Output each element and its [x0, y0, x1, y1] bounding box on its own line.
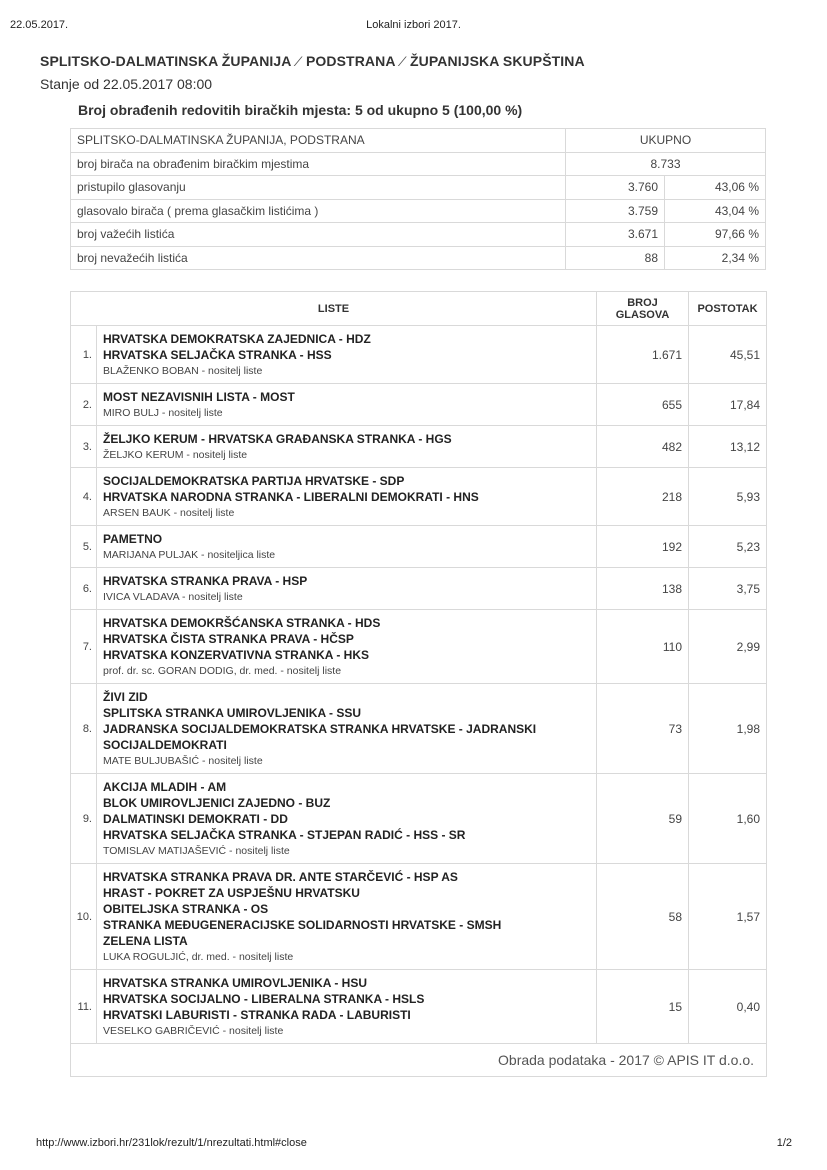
party-name: HRVATSKA SELJAČKA STRANKA - HSS: [103, 348, 332, 362]
result-row-votes: 58: [597, 864, 689, 970]
result-row-lists: [97, 326, 597, 384]
party-name: BLOK UMIROVLJENICI ZAJEDNO - BUZ: [103, 796, 331, 810]
summary-row: [71, 176, 766, 200]
result-row-number: 2.: [71, 384, 97, 426]
summary-row-percent: 43,04 %: [665, 199, 766, 223]
result-row-votes: 138: [597, 568, 689, 610]
result-row: [71, 684, 767, 774]
summary-row-value: 88: [566, 246, 665, 270]
party-name: DALMATINSKI DEMOKRATI - DD: [103, 812, 288, 826]
col-header-votes: BROJ GLASOVA: [597, 292, 689, 326]
list-leader: TOMISLAV MATIJAŠEVIĆ - nositelj liste: [103, 845, 290, 857]
result-row-percent: 0,40: [689, 970, 767, 1044]
result-row-number: 10.: [71, 864, 97, 970]
party-name: HRVATSKA ČISTA STRANKA PRAVA - HČSP: [103, 632, 354, 646]
result-row: [71, 426, 767, 468]
summary-row-percent: 2,34 %: [665, 246, 766, 270]
party-name: HRAST - POKRET ZA USPJEŠNU HRVATSKU: [103, 886, 360, 900]
summary-row-value: 8.733: [566, 152, 766, 176]
breadcrumb-county: SPLITSKO-DALMATINSKA ŽUPANIJA: [40, 53, 292, 69]
result-row-number: 1.: [71, 326, 97, 384]
col-header-lists: LISTE: [71, 292, 597, 326]
result-row-lists: [97, 970, 597, 1044]
results-header-row: [71, 292, 767, 326]
result-row-number: 11.: [71, 970, 97, 1044]
breadcrumb-separator: ⁄: [401, 53, 405, 69]
summary-header-label: SPLITSKO-DALMATINSKA ŽUPANIJA, PODSTRANA: [71, 129, 566, 153]
summary-row-label: glasovalo birača ( prema glasačkim listićima ): [71, 199, 566, 223]
result-row-votes: 655: [597, 384, 689, 426]
col-header-percent: POSTOTAK: [689, 292, 767, 326]
party-name: HRVATSKA DEMOKRATSKA ZAJEDNICA - HDZ: [103, 332, 371, 346]
breadcrumb-separator: ⁄: [297, 53, 300, 69]
result-row: [71, 774, 767, 864]
summary-header-total: UKUPNO: [566, 129, 766, 153]
summary-row-label: broj birača na obrađenim biračkim mjestima: [71, 152, 566, 176]
result-row: [71, 468, 767, 526]
party-name: ZELENA LISTA: [103, 934, 188, 948]
result-row-lists: [97, 684, 597, 774]
party-name: PAMETNO: [103, 532, 163, 546]
party-name: ŽIVI ZID: [103, 690, 148, 704]
summary-row: [71, 223, 766, 247]
party-name: HRVATSKA STRANKA UMIROVLJENIKA - HSU: [103, 976, 368, 990]
summary-row: [71, 152, 766, 176]
party-name: SOCIJALDEMOKRATSKA PARTIJA HRVATSKE - SDP: [103, 474, 405, 488]
result-row-lists: [97, 468, 597, 526]
results-footer: Obrada podataka - 2017 © APIS IT d.o.o.: [71, 1044, 767, 1077]
summary-row-percent: 43,06 %: [665, 176, 766, 200]
party-name: HRVATSKA STRANKA PRAVA DR. ANTE STARČEVIĆ - HSP AS: [103, 870, 458, 884]
result-row-votes: 482: [597, 426, 689, 468]
results-footer-row: [71, 1044, 767, 1077]
party-name: JADRANSKA SOCIJALDEMOKRATSKA STRANKA HRVATSKE - JADRANSKI SOCIJALDEMOKRATI: [103, 722, 537, 752]
summary-row: [71, 199, 766, 223]
party-name: ŽELJKO KERUM - HRVATSKA GRAĐANSKA STRANKA - HGS: [103, 432, 452, 446]
party-name: STRANKA MEĐUGENERACIJSKE SOLIDARNOSTI HRVATSKE - SMSH: [103, 918, 502, 932]
summary-row-value: 3.759: [566, 199, 665, 223]
list-leader: prof. dr. sc. GORAN DODIG, dr. med. - nositelj liste: [103, 665, 342, 677]
party-name: AKCIJA MLADIH - AM: [103, 780, 227, 794]
result-row-percent: 1,98: [689, 684, 767, 774]
party-name: HRVATSKA DEMOKRŠĆANSKA STRANKA - HDS: [103, 616, 381, 630]
party-name: HRVATSKA NARODNA STRANKA - LIBERALNI DEMOKRATI - HNS: [103, 490, 479, 504]
breadcrumb-municipality: PODSTRANA: [305, 53, 396, 69]
result-row-votes: 59: [597, 774, 689, 864]
result-row-lists: [97, 864, 597, 970]
result-row: [71, 610, 767, 684]
result-row-percent: 1,57: [689, 864, 767, 970]
result-row: [71, 864, 767, 970]
result-row-percent: 3,75: [689, 568, 767, 610]
result-row-lists: [97, 774, 597, 864]
result-row-percent: 5,23: [689, 526, 767, 568]
result-row-votes: 1.671: [597, 326, 689, 384]
list-leader: LUKA ROGULJIĆ, dr. med. - nositelj liste: [103, 951, 294, 963]
breadcrumb-assembly: ŽUPANIJSKA SKUPŠTINA: [410, 53, 585, 69]
result-row: [71, 970, 767, 1044]
print-url: http://www.izbori.hr/231lok/rezult/1/nrezultati.html#close: [36, 1137, 307, 1149]
result-row-number: 6.: [71, 568, 97, 610]
status-timestamp: Stanje od 22.05.2017 08:00: [40, 76, 213, 92]
party-name: HRVATSKA KONZERVATIVNA STRANKA - HKS: [103, 648, 370, 662]
print-date: 22.05.2017.: [10, 19, 69, 31]
result-row-number: 5.: [71, 526, 97, 568]
breadcrumb: [40, 53, 585, 69]
result-row: [71, 326, 767, 384]
summary-row-percent: 97,66 %: [665, 223, 766, 247]
result-row-votes: 192: [597, 526, 689, 568]
list-leader: VESELKO GABRIČEVIĆ - nositelj liste: [103, 1025, 284, 1037]
result-row-lists: [97, 526, 597, 568]
summary-row-value: 3.671: [566, 223, 665, 247]
page-number: 1/2: [776, 1137, 792, 1149]
polling-stations-count: Broj obrađenih redovitih biračkih mjesta: 5 od ukupno 5 (100,00 %): [78, 102, 523, 118]
result-row-lists: [97, 384, 597, 426]
result-row-number: 7.: [71, 610, 97, 684]
print-title: Lokalni izbori 2017.: [366, 19, 461, 31]
result-row: [71, 568, 767, 610]
result-row: [71, 526, 767, 568]
list-leader: MIRO BULJ - nositelj liste: [103, 407, 223, 419]
list-leader: MARIJANA PULJAK - nositeljica liste: [103, 549, 276, 561]
party-name: HRVATSKI LABURISTI - STRANKA RADA - LABURISTI: [103, 1008, 411, 1022]
result-row-votes: 15: [597, 970, 689, 1044]
summary-row-label: pristupilo glasovanju: [71, 176, 566, 200]
result-row-percent: 17,84: [689, 384, 767, 426]
summary-row: [71, 246, 766, 270]
result-row-percent: 5,93: [689, 468, 767, 526]
summary-row-label: broj nevažećih listića: [71, 246, 566, 270]
summary-row-label: broj važećih listića: [71, 223, 566, 247]
summary-header-row: [71, 129, 766, 153]
result-row-votes: 110: [597, 610, 689, 684]
result-row-votes: 73: [597, 684, 689, 774]
result-row-lists: [97, 568, 597, 610]
result-row-lists: [97, 610, 597, 684]
party-name: MOST NEZAVISNIH LISTA - MOST: [103, 390, 295, 404]
party-name: HRVATSKA SOCIJALNO - LIBERALNA STRANKA - HSLS: [103, 992, 425, 1006]
list-leader: BLAŽENKO BOBAN - nositelj liste: [103, 365, 263, 377]
result-row-percent: 2,99: [689, 610, 767, 684]
party-name: SPLITSKA STRANKA UMIROVLJENIKA - SSU: [103, 706, 362, 720]
result-row-percent: 13,12: [689, 426, 767, 468]
results-table: [70, 291, 767, 1077]
turnout-summary-table: [70, 128, 766, 270]
party-name: OBITELJSKA STRANKA - OS: [103, 902, 269, 916]
party-name: HRVATSKA SELJAČKA STRANKA - STJEPAN RADIĆ - HSS - SR: [103, 828, 466, 842]
result-row-number: 9.: [71, 774, 97, 864]
result-row-percent: 45,51: [689, 326, 767, 384]
result-row-lists: [97, 426, 597, 468]
result-row-number: 3.: [71, 426, 97, 468]
result-row-number: 8.: [71, 684, 97, 774]
list-leader: ARSEN BAUK - nositelj liste: [103, 507, 235, 519]
result-row-percent: 1,60: [689, 774, 767, 864]
list-leader: MATE BULJUBAŠIĆ - nositelj liste: [103, 755, 263, 767]
result-row-votes: 218: [597, 468, 689, 526]
result-row-number: 4.: [71, 468, 97, 526]
party-name: HRVATSKA STRANKA PRAVA - HSP: [103, 574, 308, 588]
summary-row-value: 3.760: [566, 176, 665, 200]
list-leader: ŽELJKO KERUM - nositelj liste: [103, 449, 248, 461]
result-row: [71, 384, 767, 426]
list-leader: IVICA VLADAVA - nositelj liste: [103, 591, 243, 603]
